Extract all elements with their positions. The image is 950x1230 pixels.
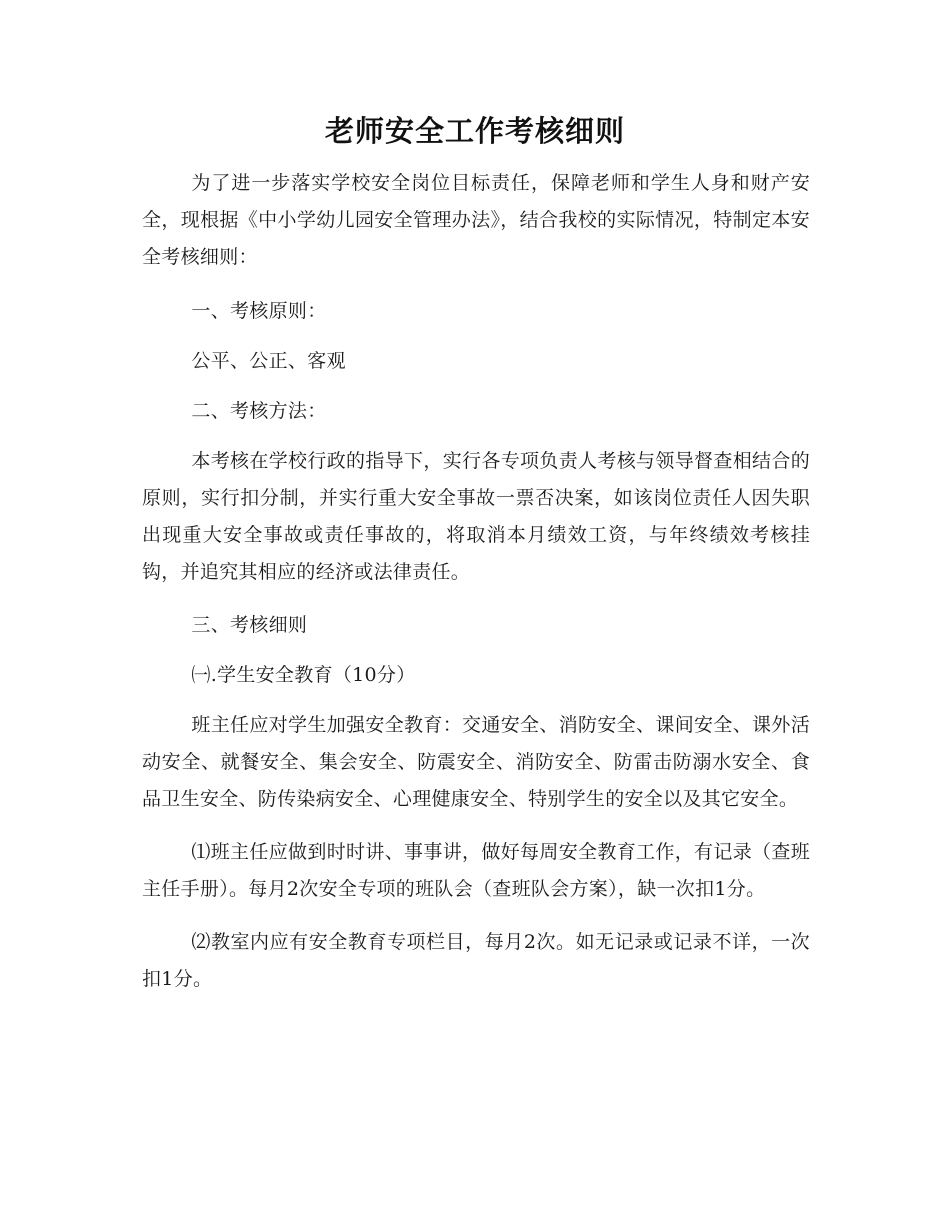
item-2-paragraph: ⑵教室内应有安全教育专项栏目，每月2次。如无记录或记录不详，一次扣1分。	[142, 931, 810, 990]
subsection-heading-safety-education: ㈠.学生安全教育（10分）	[191, 664, 416, 686]
section-heading-details: 三、考核细则	[191, 614, 308, 636]
principles-text: 公平、公正、客观	[191, 350, 346, 372]
item-1-paragraph: ⑴班主任应做到时时讲、事事讲，做好每周安全教育工作，有记录（查班主任手册）。每月2次安全专项的班队会（查班队会方案），缺一次扣1分。	[142, 841, 810, 900]
safety-education-paragraph: 班主任应对学生加强安全教育：交通安全、消防安全、课间安全、课外活动安全、就餐安全、集会安全、防震安全、消防安全、防雷击防溺水安全、食品卫生安全、防传染病安全、心理健康安全、特别学生的安全以及其它安全。	[142, 714, 810, 810]
methods-paragraph: 本考核在学校行政的指导下，实行各专项负责人考核与领导督查相结合的原则，实行扣分制，并实行重大安全事故一票否决案，如该岗位责任人因失职出现重大安全事故或责任事故的，将取消本月绩效工资，与年终绩效考核挂钩，并追究其相应的经济或法律责任。	[142, 450, 810, 583]
document-body	[142, 165, 810, 998]
document-title: 老师安全工作考核细则	[324, 114, 625, 148]
section-heading-methods: 二、考核方法：	[191, 400, 327, 422]
intro-paragraph: 为了进一步落实学校安全岗位目标责任，保障老师和学生人身和财产安全，现根据《中小学幼儿园安全管理办法》，结合我校的实际情况，特制定本安全考核细则：	[142, 172, 810, 268]
section-heading-principles: 一、考核原则：	[191, 300, 327, 322]
